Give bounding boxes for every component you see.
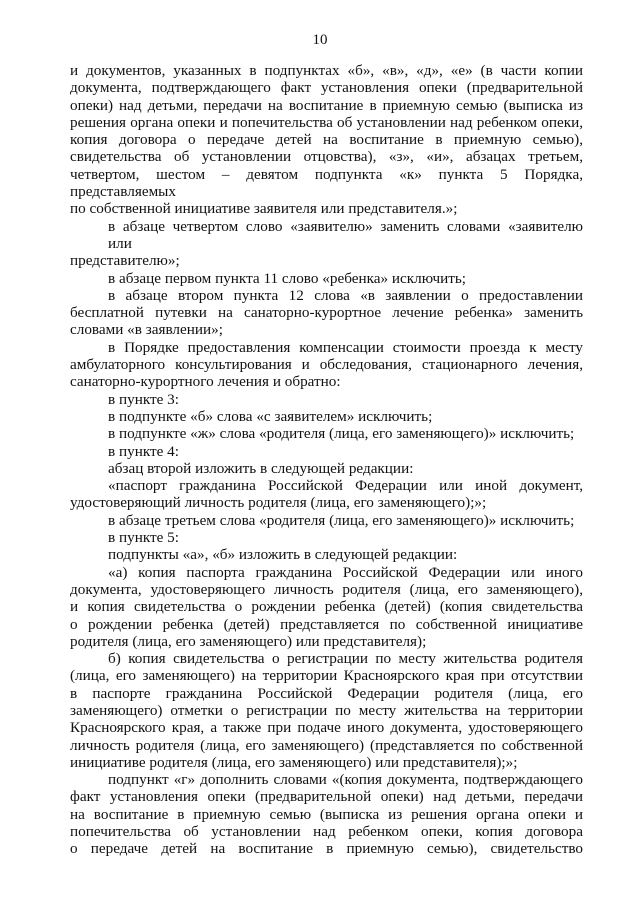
text-line: факт установления опеки (предварительной опеки) над детьми, передачи <box>70 788 583 806</box>
text-line: в абзаце втором пункта 12 слова «в заявлении о предоставлении <box>108 286 583 304</box>
text-line: «паспорт гражданина Российской Федерации или иной документ, <box>108 477 583 495</box>
text-line: опеки) над детьми, передачи на воспитание в приемную семью (выписка из <box>70 96 583 114</box>
text-line: в подпункте «ж» слова «родителя (лица, его заменяющего)» исключить; <box>108 425 575 443</box>
text-line: в пункте 5: <box>108 529 179 547</box>
text-line: в абзаце третьем слова «родителя (лица, его заменяющего)» исключить; <box>108 511 575 529</box>
text-line: удостоверяющий личность родителя (лица, его заменяющего);»; <box>70 494 487 512</box>
text-line: документа, удостоверяющего личность родителя (лица, его заменяющего), <box>70 580 583 598</box>
text-line: в абзаце первом пункта 11 слово «ребенка» исключить; <box>108 269 467 287</box>
text-line: представителю»; <box>70 252 180 270</box>
text-line: копия договора о передаче детей на воспитание в приемную семью), <box>70 131 583 149</box>
text-line: санаторно-курортного лечения и обратно: <box>70 373 341 391</box>
text-line: и документов, указанных в подпунктах «б», «в», «д», «е» (в части копии <box>70 62 583 79</box>
text-line: бесплатной путевки на санаторно-курортное лечение ребенка» заменить <box>70 304 583 322</box>
document-body <box>70 62 583 858</box>
text-line: в абзаце четвертом слово «заявителю» заменить словами «заявителю или <box>108 217 583 252</box>
text-line: на воспитание в приемную семью (выписка из решения органа опеки и <box>70 805 583 823</box>
text-line: инициативе родителя (лица, его заменяющего) или представителя);»; <box>70 753 518 771</box>
text-line: амбулаторного консультирования и обследования, стационарного лечения, <box>70 356 583 374</box>
text-line: в пункте 4: <box>108 442 179 460</box>
page-number: 10 <box>312 32 328 48</box>
text-line: в Порядке предоставления компенсации стоимости проезда к месту <box>108 338 583 356</box>
text-line: попечительства об установлении над ребенком опеки, копия договора <box>70 823 583 841</box>
text-line: родителя (лица, его заменяющего) или представителя); <box>70 632 427 650</box>
text-line: Красноярского края, а также при подаче иного документа, удостоверяющего <box>70 719 583 737</box>
text-line: «а) копия паспорта гражданина Российской Федерации или иного <box>108 563 583 581</box>
text-line: б) копия свидетельства о регистрации по месту жительства родителя <box>108 650 583 668</box>
text-line: в паспорте гражданина Российской Федерации родителя (лица, его <box>70 684 583 702</box>
text-line: о рождении ребенка (детей) представляется по собственной инициативе <box>70 615 583 633</box>
text-line: четвертом, шестом – девятом подпункта «к» пункта 5 Порядка, представляемых <box>70 165 583 201</box>
text-line: в подпункте «б» слова «с заявителем» исключить; <box>108 407 433 425</box>
text-line: по собственной инициативе заявителя или представителя.»; <box>70 200 458 218</box>
text-line: документа, подтверждающего факт установления опеки (предварительной <box>70 79 583 97</box>
text-line: свидетельства об установлении отцовства), «з», «и», абзацах третьем, <box>70 148 583 166</box>
text-line: личность родителя (лица, его заменяющего) (представляется по собственной <box>70 736 583 754</box>
text-line: о передаче детей на воспитание в приемную семью), свидетельство <box>70 840 583 858</box>
text-line: (лица, его заменяющего) на территории Красноярского края при отсутствии <box>70 667 583 685</box>
text-line: подпункты «а», «б» изложить в следующей редакции: <box>108 546 458 564</box>
text-line: решения органа опеки и попечительства об установлении над ребенком опеки, <box>70 113 583 131</box>
text-line: и копия свидетельства о рождении ребенка (детей) (копия свидетельства <box>70 598 583 616</box>
text-line: абзац второй изложить в следующей редакции: <box>108 459 414 477</box>
text-line: подпункт «г» дополнить словами «(копия документа, подтверждающего <box>108 771 583 789</box>
text-line: словами «в заявлении»; <box>70 321 223 339</box>
text-line: заменяющего) отметки о регистрации по месту жительства на территории <box>70 701 583 719</box>
text-line: в пункте 3: <box>108 390 179 408</box>
